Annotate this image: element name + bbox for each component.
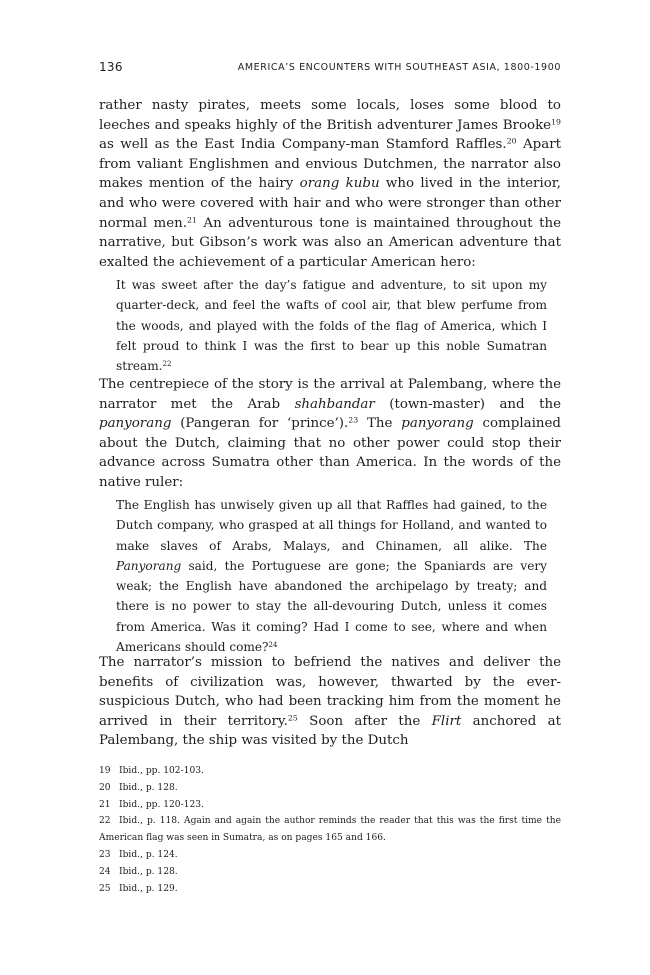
footnote-ref[interactable]: 22 [162,359,172,369]
page-number: 136 [99,60,123,74]
footnote-ref[interactable]: 24 [268,640,278,650]
footnote: 25 Ibid., p. 129. [99,883,178,894]
footnote: 20 Ibid., p. 128. [99,782,178,793]
footnote: 22 Ibid., p. 118. Again and again the author reminds the reader that this was the first time the American flag was seen in Sumatra, as on pages 165 and 166. [99,816,561,844]
footnote: 21 Ibid., pp. 120-123. [99,799,204,810]
body-paragraph: rather nasty pirates, meets some locals, loses some blood to leeches and speaks highly of the British adventurer James Brooke$^{19}$ as well as the East India Company-man Stamford Raffles.$^{20}$ Apart from valiant Englishmen and envious Dutchmen, the narrator also makes mention of the hairy orang kubu who lived in the interior, and who were covered with hair and who were stronger than other normal men.$^{21}$ An adventurous tone is maintained throughout the narrative, but Gibson’s work was also an American adventure that exalted the achievement of a particular American hero: [99,98,562,270]
block-quote: It was sweet after the day’s fatigue and adventure, to sit upon my quarter-deck, and feel the wafts of cool air, that blew perfume from the woods, and played with the folds of the flag of America, which I felt proud to think I was the first to bear up this noble Sumatran stream.$^{22}$ [116,278,547,374]
footnote-ref[interactable]: 19 [551,117,561,127]
running-title: AMERICA’S ENCOUNTERS WITH SOUTHEAST ASIA, 1800-1900 [237,62,561,73]
block-quote: The English has unwisely given up all that Raffles had gained, to the Dutch company, who grasped at all things for Holland, and wanted to make slaves of Arabs, Malays, and Chinamen, all alike. The Panyorang said, the Portuguese are gone; the Spaniards are very weak; the English have abandoned the archipelago by treaty; and there is no power to stay the all-devouring Dutch, unless it comes from America. Was it coming? Had I come to see, where and when Americans should come?$^{24}$ [116,498,547,655]
footnote: 23 Ibid., p. 124. [99,849,178,860]
footnote-ref[interactable]: 21 [187,215,197,225]
footnote-ref[interactable]: 20 [506,136,517,146]
footnote: 19 Ibid., pp. 102-103. [99,766,204,776]
footnotes [99,763,561,897]
page-header [99,60,561,76]
body-paragraph: The centrepiece of the story is the arrival at Palembang, where the narrator met the Arab shahbandar (town-master) and the panyorang (Pangeran for ‘prince’).$^{23}$ The panyorang complained about the Dutch, claiming that no other power could stop their advance across Sumatra other than America. In the words of the native ruler: [99,377,562,490]
footnote: 24 Ibid., p. 128. [99,866,178,877]
body-paragraph: The narrator’s mission to befriend the natives and deliver the benefits of civilization was, however, thwarted by the ever-suspicious Dutch, who had been tracking him from the moment he arrived in their territory.$^{25}$ Soon after the Flirt anchored at Palembang, the ship was visited by the Dutch [99,655,561,749]
footnote-ref[interactable]: 25 [287,713,298,723]
footnote-ref[interactable]: 23 [348,415,359,425]
